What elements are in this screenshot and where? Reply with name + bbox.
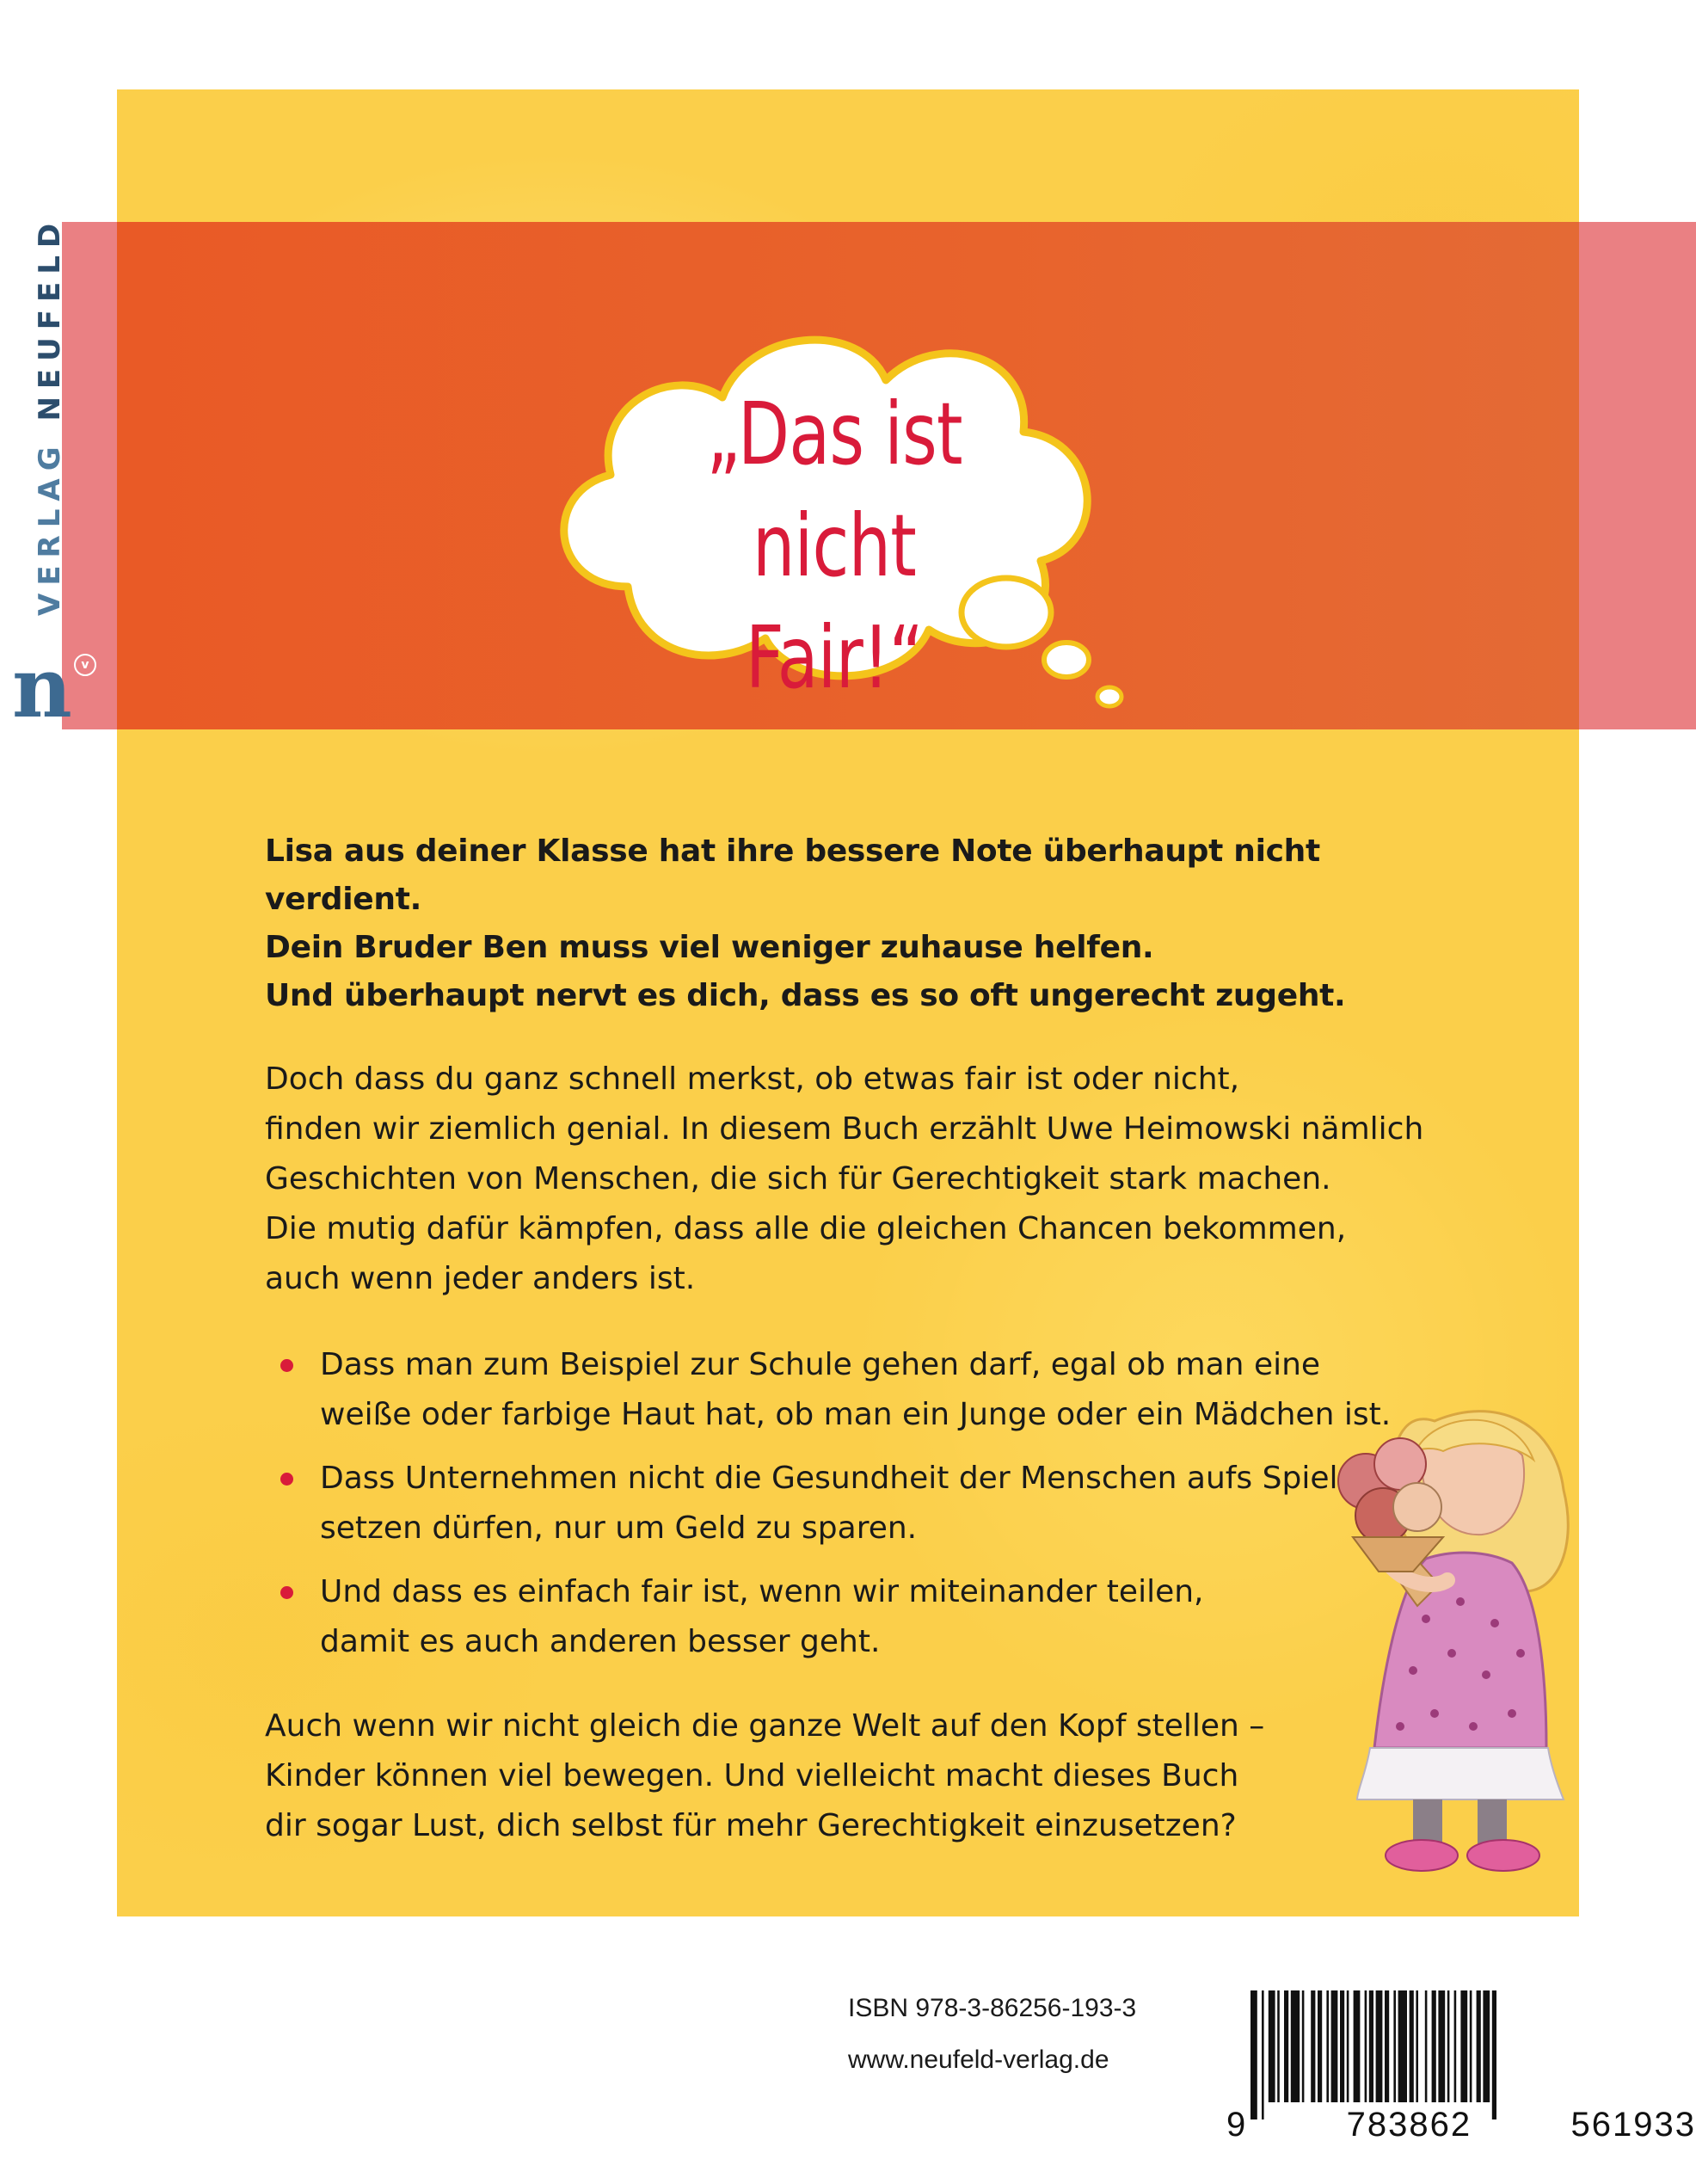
list-item <box>320 1567 1469 1667</box>
bullet-line: weiße oder farbige Haut hat, ob man ein Junge oder ein Mädchen ist. <box>320 1397 1392 1432</box>
barcode-bar <box>1477 1990 1481 2102</box>
closing-line: Kinder können viel bewegen. Und vielleicht macht dieses Buch <box>265 1758 1239 1793</box>
barcode-bar <box>1416 1990 1418 2102</box>
barcode-bar <box>1347 1990 1349 2102</box>
intro-line: finden wir ziemlich genial. In diesem Buch erzählt Uwe Heimowski nämlich <box>265 1111 1424 1147</box>
barcode-bar <box>1291 1990 1300 2102</box>
intro-line: Geschichten von Menschen, die sich für Gerechtigkeit stark machen. <box>265 1161 1331 1197</box>
intro-line: Die mutig dafür kämpfen, dass alle die gleichen Chancen bekommen, <box>265 1211 1347 1246</box>
barcode-bar <box>1331 1990 1338 2102</box>
barcode-bar <box>1410 1990 1414 2102</box>
lead-line: Und überhaupt nervt es dich, dass es so oft ungerecht zugeht. <box>265 978 1346 1013</box>
barcode-bar <box>1425 1990 1428 2102</box>
closing-paragraph <box>265 1701 1469 1851</box>
barcode-bar <box>1369 1990 1373 2102</box>
barcode-bar <box>1470 1990 1472 2102</box>
publisher-logo-letter: n <box>12 639 72 736</box>
barcode-bar <box>1269 1990 1275 2102</box>
intro-paragraph <box>265 1055 1469 1304</box>
barcode-bar <box>1354 1990 1361 2102</box>
barcode-bar <box>1284 1990 1288 2102</box>
girl-with-ice-cream-illustration <box>1331 1387 1589 1886</box>
barcode-bar <box>1365 1990 1367 2102</box>
barcode-bar <box>1492 1990 1496 2119</box>
barcode-bar <box>1385 1990 1389 2102</box>
barcode-bar <box>1447 1990 1450 2102</box>
bullet-list <box>265 1340 1469 1667</box>
barcode-bar <box>1277 1990 1280 2102</box>
lead-line: Dein Bruder Ben muss viel weniger zuhause helfen. <box>265 930 1154 965</box>
barcode-bar <box>1460 1990 1467 2102</box>
intro-line: auch wenn jeder anders ist. <box>265 1261 696 1296</box>
quote-line-2: nicht Fair!“ <box>745 495 924 708</box>
bullet-line: setzen dürfen, nur um Geld zu sparen. <box>320 1510 918 1546</box>
barcode-bar <box>1393 1990 1396 2102</box>
barcode-bar <box>1483 1990 1490 2102</box>
barcode-bar <box>1262 1990 1264 2119</box>
barcode-bar <box>1311 1990 1315 2102</box>
quote-line-1: „Das ist <box>706 384 962 484</box>
barcode-bar <box>1438 1990 1445 2102</box>
bullet-line: Dass man zum Beispiel zur Schule gehen darf, egal ob man eine <box>320 1347 1321 1382</box>
barcode-bar <box>1250 1990 1257 2119</box>
barcode-bar <box>1340 1990 1344 2102</box>
barcode-bar <box>1376 1990 1383 2102</box>
closing-line: dir sogar Lust, dich selbst für mehr Gerechtigkeit einzusetzen? <box>265 1808 1237 1843</box>
bullet-dot-icon <box>280 1473 293 1486</box>
bullet-line: Dass Unternehmen nicht die Gesundheit der Menschen aufs Spiel <box>320 1461 1338 1496</box>
barcode-digits <box>1226 2106 1696 2144</box>
publisher-name-vertical: VERLAG NEUFELD <box>33 215 67 616</box>
barcode-bar <box>1454 1990 1457 2102</box>
barcode-digit-group: 783862 <box>1346 2106 1472 2144</box>
barcode-bar <box>1302 1990 1305 2102</box>
blurb <box>265 827 1469 1851</box>
barcode-digit-group: 9 <box>1226 2106 1248 2144</box>
bullet-dot-icon <box>280 1586 293 1599</box>
intro-line: Doch dass du ganz schnell merkst, ob etwas fair ist oder nicht, <box>265 1061 1240 1097</box>
lead-paragraph <box>265 827 1469 1020</box>
bullet-line: damit es auch anderen besser geht. <box>320 1624 881 1659</box>
publisher-website: www.neufeld-verlag.de <box>848 2046 1109 2074</box>
bullet-dot-icon <box>280 1359 293 1372</box>
barcode-digit-group: 561933 <box>1570 2106 1696 2144</box>
closing-line: Auch wenn wir nicht gleich die ganze Welt auf den Kopf stellen – <box>265 1708 1265 1744</box>
lead-line: Lisa aus deiner Klasse hat ihre bessere Note überhaupt nicht verdient. <box>265 834 1320 917</box>
barcode-bar <box>1432 1990 1436 2102</box>
isbn: ISBN 978-3-86256-193-3 <box>848 1994 1137 2022</box>
list-item <box>320 1454 1469 1553</box>
barcode-bar <box>1326 1990 1329 2102</box>
cloud-quote <box>660 378 1009 714</box>
publisher-logo-mark: v <box>74 654 96 676</box>
barcode-bar <box>1398 1990 1407 2102</box>
bullet-line: Und dass es einfach fair ist, wenn wir miteinander teilen, <box>320 1574 1204 1609</box>
list-item <box>320 1340 1469 1440</box>
barcode-bar <box>1318 1990 1322 2102</box>
